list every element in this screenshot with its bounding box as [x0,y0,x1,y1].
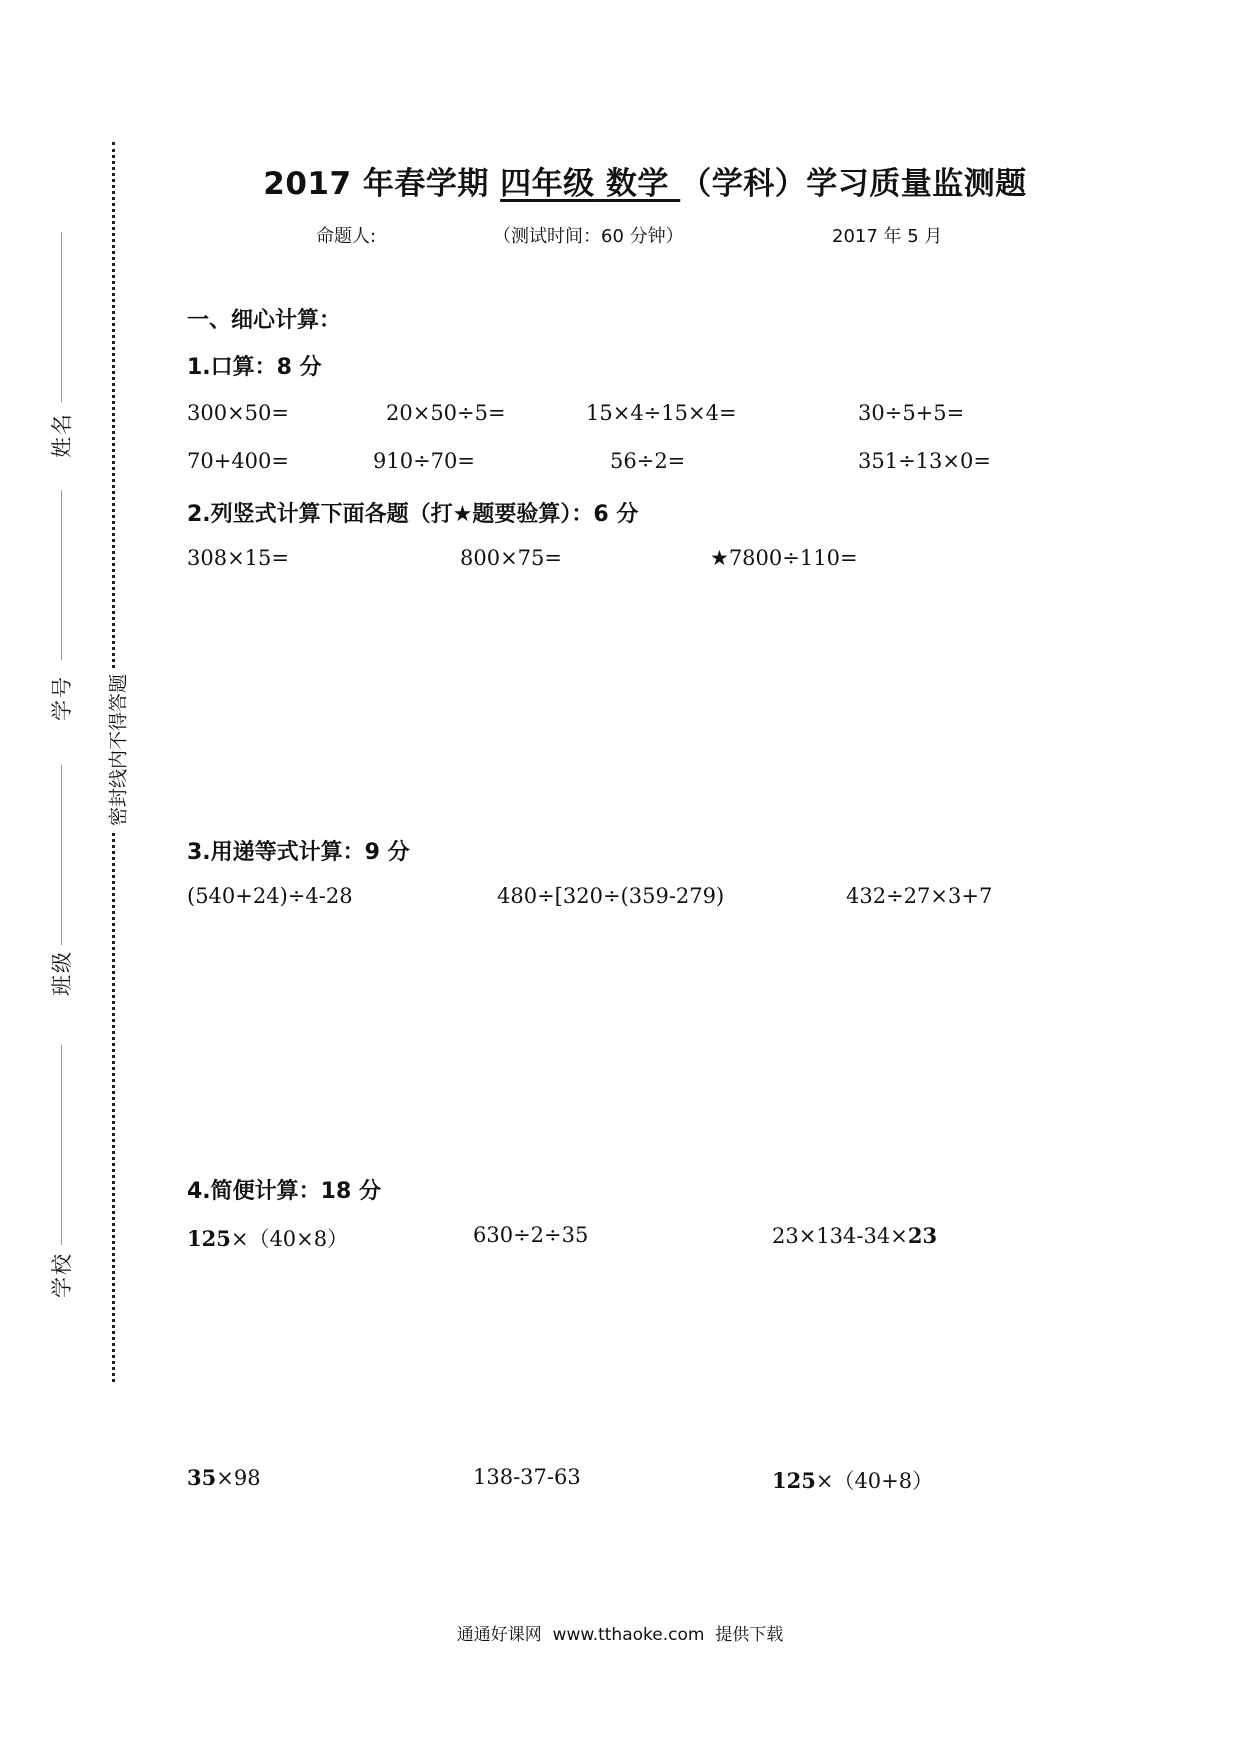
q1-item-8: 351÷13×0= [858,449,991,473]
q4-item-1-bold: 125 [187,1226,231,1251]
class-fill-line [61,765,62,945]
q4-item-5 [473,1465,581,1489]
test-time: （测试时间：60 分钟） [493,226,684,247]
title-subject: 数学 [594,166,681,202]
q1-item-2: 20×50÷5= [386,401,506,425]
q3-item-1: (540+24)÷4-28 [187,884,353,908]
q3-heading: 3.用递等式计算：9 分 [187,840,410,865]
q1-item-4: 30÷5+5= [858,401,965,425]
q2-item-3: ★7800÷110= [710,546,858,570]
name-label: 姓名 [50,412,74,458]
q4-item-4-bold: 35 [187,1465,217,1490]
section-1-heading: 一、细心计算： [187,308,342,333]
title-suffix: （学科）学习质量监测题 [680,166,1027,202]
q4-item-5-rest: 138-37-63 [473,1465,581,1489]
q4-item-3-rest: 23×134-34× [772,1224,908,1248]
q4-item-1 [187,1223,348,1253]
school-label: 学校 [50,1252,74,1298]
q1-item-5: 70+400= [187,449,289,473]
q4-heading: 4.简便计算：18 分 [187,1179,381,1204]
title-prefix: 2017 年春学期 [263,166,489,202]
q4-item-1-rest: ×（40×8） [230,1227,349,1251]
q1-item-6: 910÷70= [373,449,475,473]
q4-item-6 [772,1465,933,1495]
student-no-fill-line [61,490,62,660]
q4-item-6-bold: 125 [772,1468,816,1493]
q4-item-4-rest: ×98 [216,1466,261,1490]
class-label: 班级 [50,950,74,996]
q4-item-2 [473,1223,588,1247]
q4-item-4 [187,1465,261,1490]
author-label: 命题人: [316,226,377,247]
title-grade: 四年级 [500,166,595,202]
seal-line-text: 密封线内不得答题 [104,670,131,830]
q1-item-7: 56÷2= [610,449,686,473]
q4-item-2-rest: 630÷2÷35 [473,1223,589,1247]
student-no-label: 学号 [50,675,74,721]
q4-item-3 [772,1223,937,1248]
exam-date: 2017 年 5 月 [832,226,943,247]
q3-item-3: 432÷27×3+7 [846,884,993,908]
q4-item-6-rest: ×（40+8） [815,1469,934,1493]
q2-heading: 2.列竖式计算下面各题（打★题要验算）：6 分 [187,502,639,527]
page-title [0,158,1240,203]
name-fill-line [61,232,62,402]
q4-item-3-bold: 23 [907,1223,938,1248]
q1-item-1: 300×50= [187,401,289,425]
q3-item-2: 480÷[320÷(359-279) [497,884,725,908]
footer-text: 通通好课网 www.tthaoke.com 提供下载 [456,1625,784,1645]
school-fill-line [61,1045,62,1245]
q2-item-2: 800×75= [460,546,562,570]
q1-item-3: 15×4÷15×4= [586,401,737,425]
q2-item-1: 308×15= [187,546,289,570]
q1-heading: 1.口算：8 分 [187,355,322,380]
